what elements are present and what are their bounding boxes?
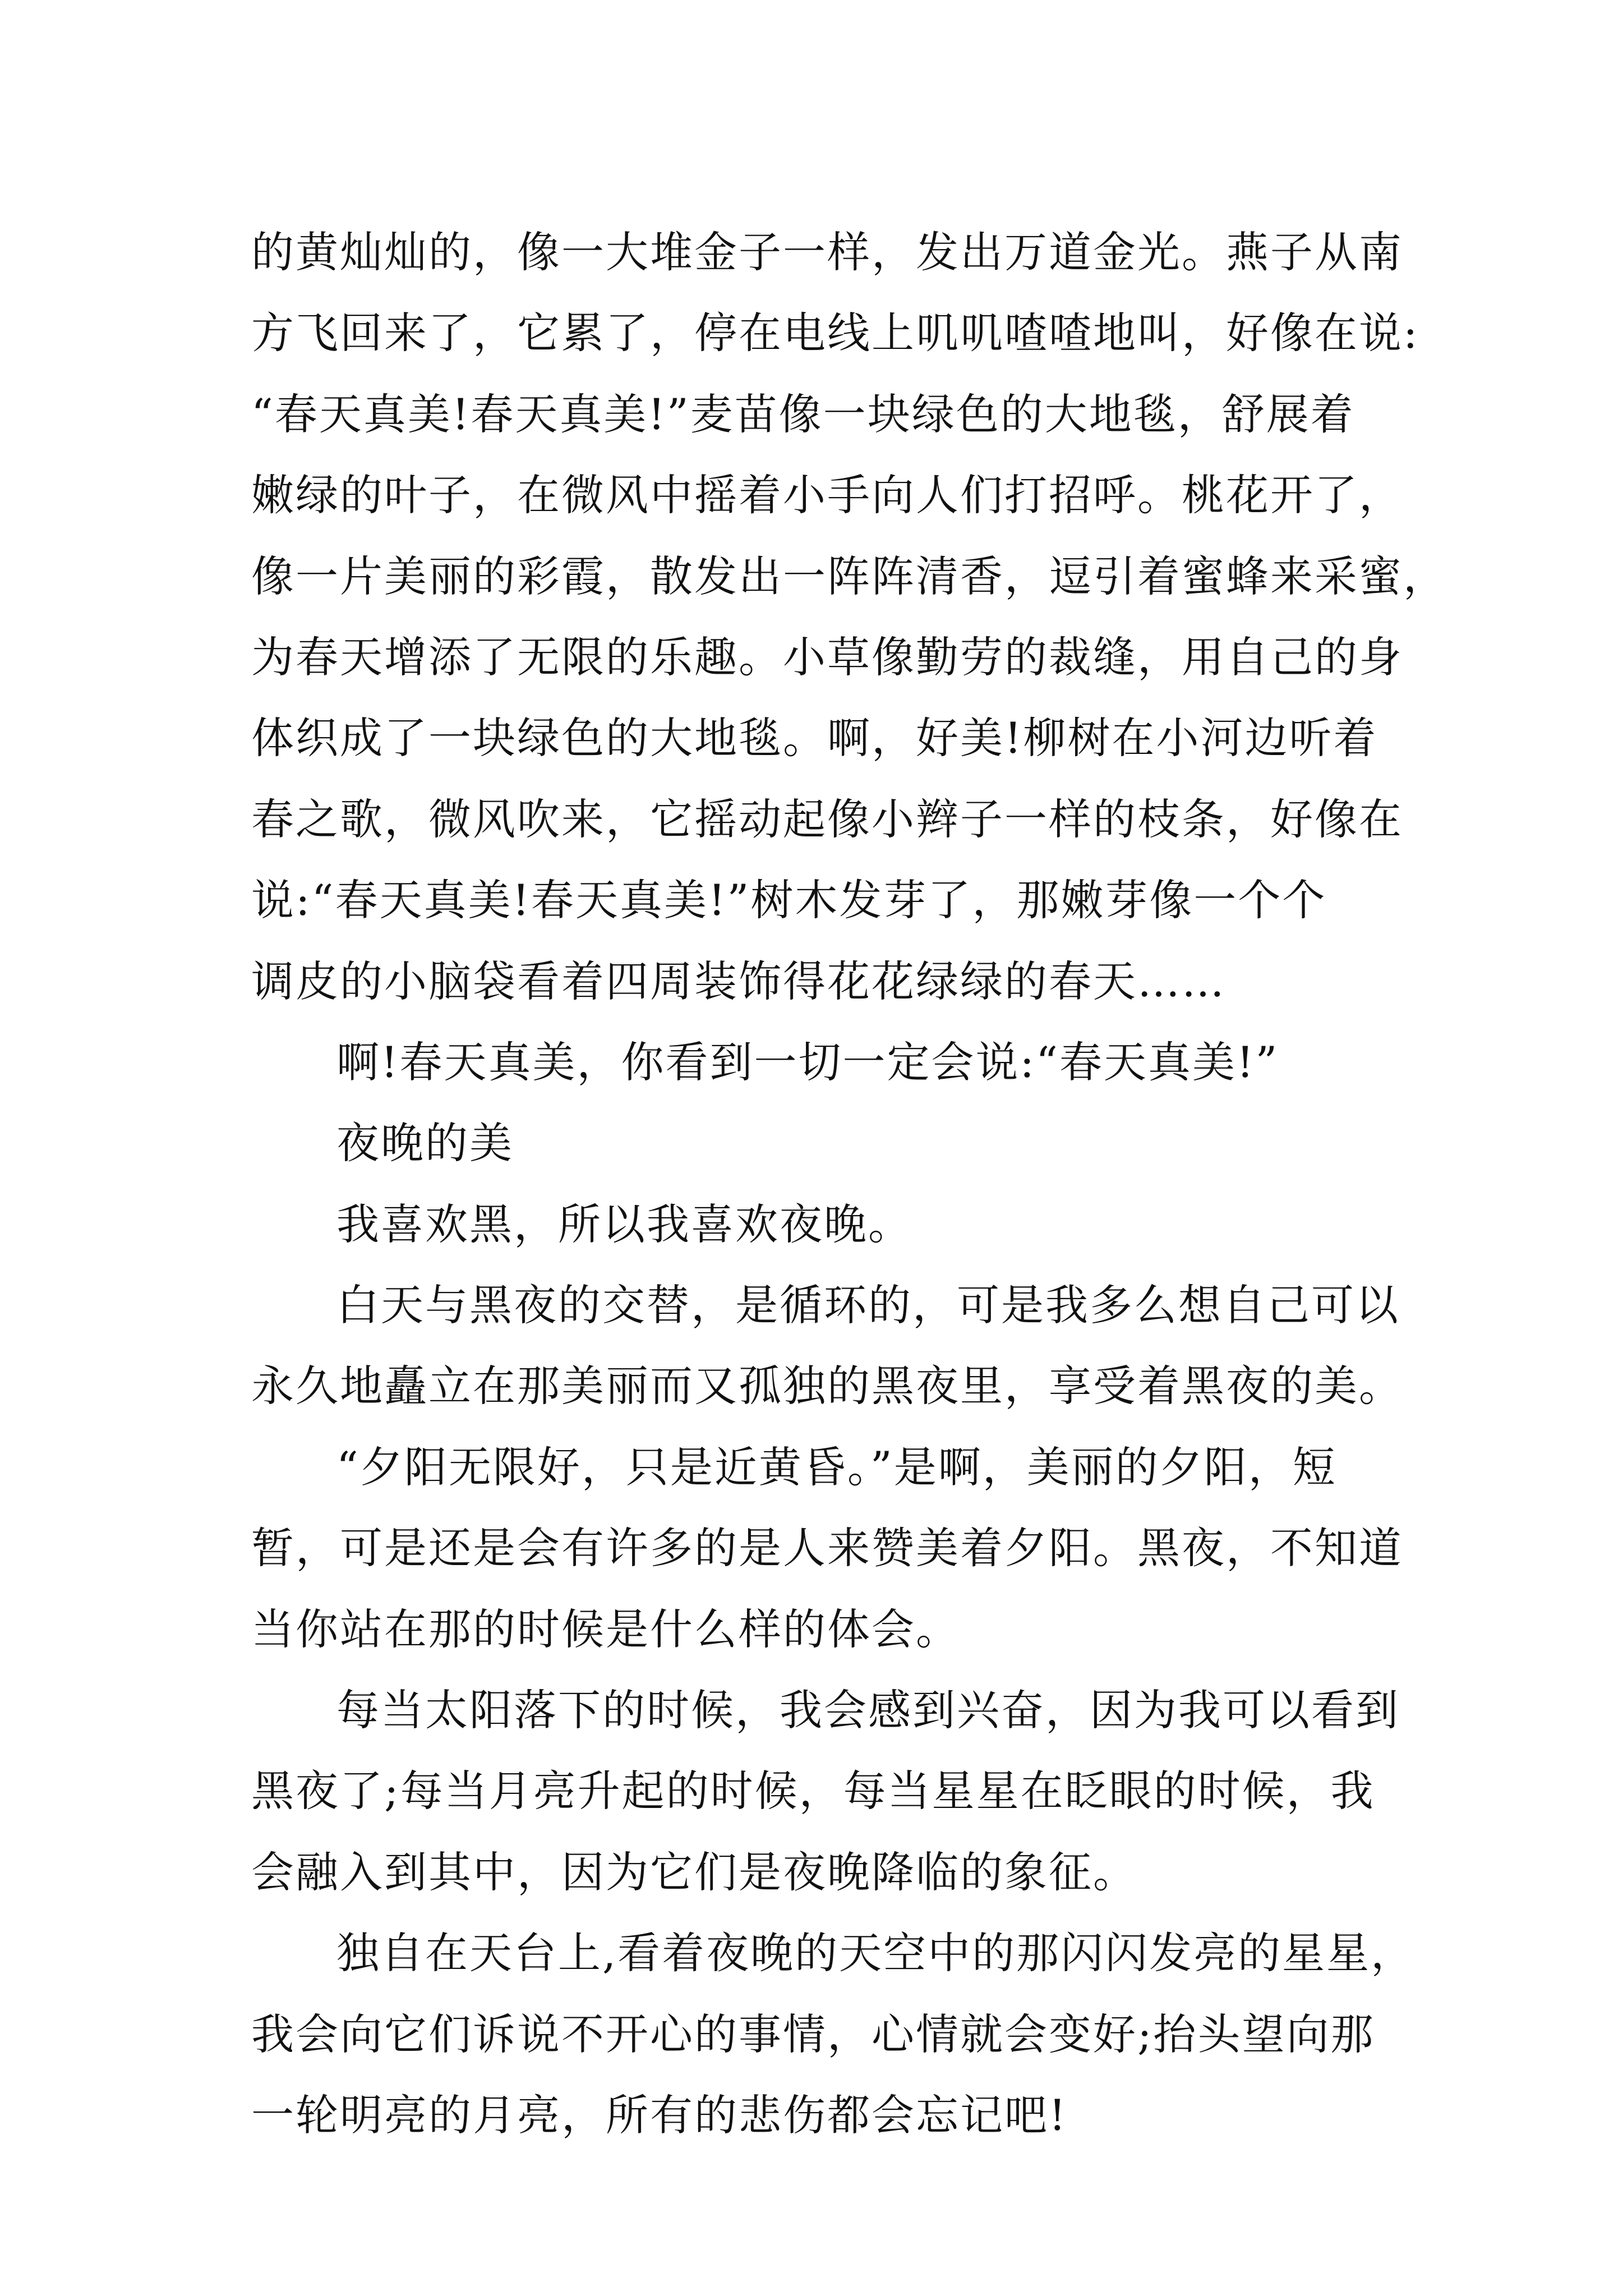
- text-line: 白天与黑夜的交替，是循环的，可是我多么想自己可以: [336, 1280, 1400, 1331]
- text-line: 会融入到其中，因为它们是夜晚降临的象征。: [251, 1847, 1137, 1897]
- text-line: “春天真美!春天真美!”麦苗像一块绿色的大地毯，舒展着: [251, 389, 1355, 439]
- text-line: 为春天增添了无限的乐趣。小草像勤劳的裁缝，用自己的身: [251, 632, 1403, 682]
- text-line: 独自在天台上,看着夜晚的天空中的那闪闪发亮的星星，: [336, 1928, 1415, 1978]
- text-line: 体织成了一块绿色的大地毯。啊，好美!柳树在小河边听着: [251, 713, 1378, 763]
- text-line: 调皮的小脑袋看着四周装饰得花花绿绿的春天……: [251, 956, 1226, 1006]
- text-line: 说:“春天真美!春天真美!”树木发芽了，那嫩芽像一个个: [251, 875, 1327, 926]
- text-line: 我会向它们诉说不开心的事情，心情就会变好;抬头望向那: [251, 2009, 1375, 2059]
- text-line: 当你站在那的时候是什么样的体会。: [251, 1604, 960, 1654]
- body-text: [251, 212, 1447, 2156]
- text-line: 我喜欢黑，所以我喜欢夜晚。: [336, 1199, 912, 1249]
- text-line: 永久地矗立在那美丽而又孤独的黑夜里，享受着黑夜的美。: [251, 1361, 1403, 1411]
- text-line: 暂，可是还是会有许多的是人来赞美着夕阳。黑夜，不知道: [251, 1523, 1403, 1573]
- text-line: 黑夜了;每当月亮升起的时候，每当星星在眨眼的时候，我: [251, 1766, 1375, 1816]
- text-line: “夕阳无限好，只是近黄昏。”是啊，美丽的夕阳，短: [336, 1442, 1337, 1492]
- text-line: 方飞回来了，它累了，停在电线上叽叽喳喳地叫，好像在说:: [251, 308, 1419, 358]
- text-line: 每当太阳落下的时候，我会感到兴奋，因为我可以看到: [336, 1685, 1400, 1736]
- text-line: 啊!春天真美，你看到一切一定会说:“春天真美!”: [336, 1037, 1279, 1087]
- text-line: 一轮明亮的月亮，所有的悲伤都会忘记吧!: [251, 2090, 1068, 2140]
- section-heading: 夜晚的美: [336, 1118, 514, 1168]
- text-line: 春之歌，微风吹来，它摇动起像小辫子一样的枝条，好像在: [251, 794, 1403, 844]
- text-line: 嫩绿的叶子，在微风中摇着小手向人们打招呼。桃花开了，: [251, 470, 1403, 521]
- text-line: 的黄灿灿的，像一大堆金子一样，发出万道金光。燕子从南: [251, 227, 1403, 277]
- text-line: 像一片美丽的彩霞，散发出一阵阵清香，逗引着蜜蜂来采蜜，: [251, 551, 1447, 601]
